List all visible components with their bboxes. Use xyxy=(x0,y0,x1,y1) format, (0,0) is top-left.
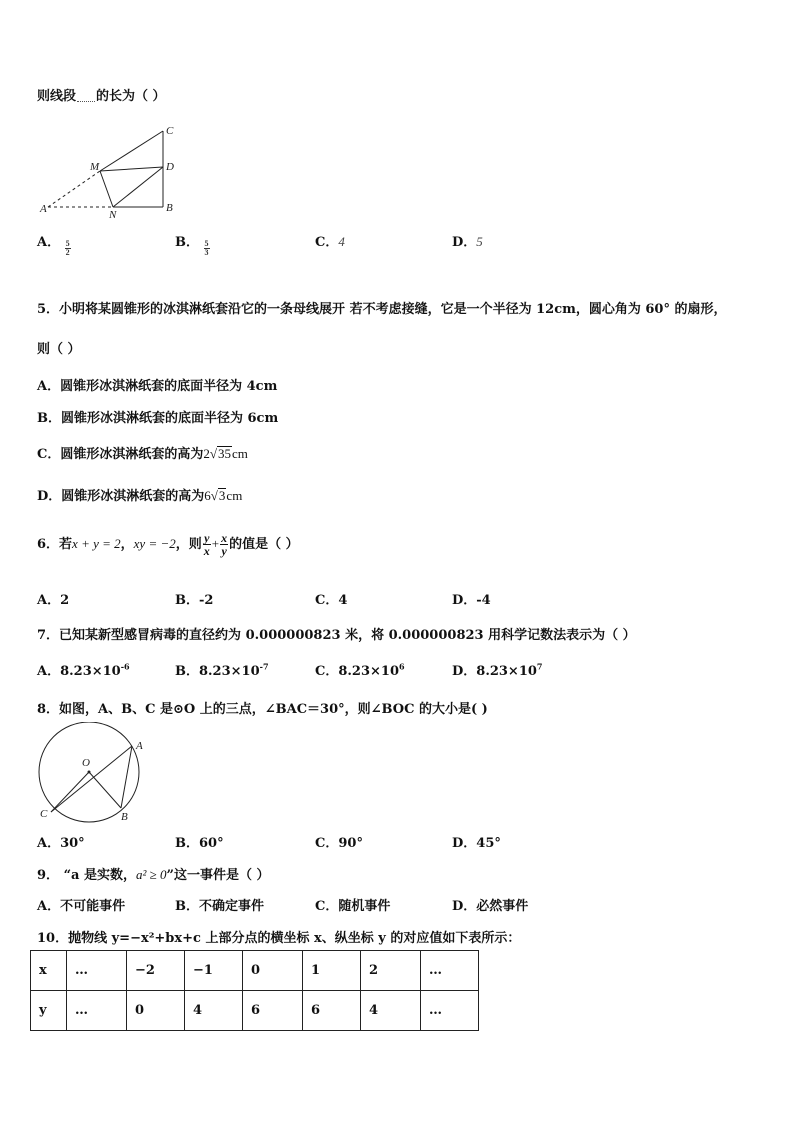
label-m: M xyxy=(90,161,100,173)
label-o: O xyxy=(82,757,90,769)
table-cell: 6 xyxy=(243,991,303,1031)
q9-option-b: B．不确定事件 xyxy=(175,899,264,914)
q10-stem: 10．抛物线 y=−x²+bx+c 上部分点的横坐标 x、纵坐标 y 的对应值如下表所示： xyxy=(37,931,521,946)
q6-option-d: D．-4 xyxy=(452,593,491,608)
q5-option-d: D．圆锥形冰淇淋纸套的高为6√3cm xyxy=(37,488,243,504)
label-c: C xyxy=(166,125,174,137)
table-cell: 6 xyxy=(303,991,361,1031)
q4-stem: 则线段 的长为（ ） xyxy=(37,89,166,104)
q4-option-a-fraction: $\frac{5}{2}$ xyxy=(65,239,70,257)
label-c: C xyxy=(40,808,48,820)
q4-option-a: A． $\frac{5}{2}$ xyxy=(37,235,70,257)
table-cell: … xyxy=(421,991,479,1031)
q7-option-d: D．$8.23\times 10^7$ xyxy=(452,661,543,679)
q4-option-c: C．4 xyxy=(315,234,345,250)
q8-option-b: B．60° xyxy=(175,836,224,851)
table-cell: 0 xyxy=(127,991,185,1031)
q4-geometry-figure xyxy=(38,122,188,222)
table-cell: 1 xyxy=(303,951,361,991)
label-b: B xyxy=(166,202,173,214)
table-cell: y xyxy=(31,991,67,1031)
q9-option-c: C．随机事件 xyxy=(315,899,391,914)
label-d: D xyxy=(166,161,174,173)
q8-circle-figure xyxy=(34,722,154,826)
q7-stem: 7．已知某新型感冒病毒的直径约为 0.000000823 米，将 0.000000823 用科学记数法表示为（ ） xyxy=(37,628,636,643)
label-a: A xyxy=(40,203,47,215)
segment-am xyxy=(48,171,100,207)
q6-option-a: A．2 xyxy=(37,593,70,608)
q7-option-b: B．$8.23\times 10^{-7}$ xyxy=(175,661,269,679)
q5-option-b: B．圆锥形冰淇淋纸套的底面半径为 6cm xyxy=(37,411,279,426)
chord-ab xyxy=(121,746,132,808)
q5-stem-line2: 则（ ） xyxy=(37,342,81,357)
radius-ob xyxy=(89,772,121,808)
table-cell: 4 xyxy=(361,991,421,1031)
table-cell: x xyxy=(31,951,67,991)
segment-md xyxy=(100,167,163,171)
q4-option-b: B． $\frac{5}{3}$ xyxy=(175,235,209,257)
segment-nd xyxy=(113,167,163,207)
q9-option-a: A．不可能事件 xyxy=(37,899,126,914)
placeholder-boxes xyxy=(77,92,95,102)
q4-option-d: D．5 xyxy=(452,234,483,250)
table-cell: 0 xyxy=(243,951,303,991)
q6-fraction-x-over-y: $\frac{x}{y}$ xyxy=(221,531,228,558)
q5-option-c: C．圆锥形冰淇淋纸套的高为2√35cm xyxy=(37,446,248,462)
radius-oc xyxy=(51,772,89,812)
center-dot xyxy=(88,771,91,774)
table-cell: … xyxy=(67,991,127,1031)
label-b: B xyxy=(121,811,128,823)
q7-option-c: C．$8.23\times 10^6$ xyxy=(315,661,405,679)
table-cell: 4 xyxy=(185,991,243,1031)
segment-mc xyxy=(100,131,163,171)
q5-stem-line1: 5．小明将某圆锥形的冰淇淋纸套沿它的一条母线展开 若不考虑接缝，它是一个半径为 12cm，圆心角为 60° 的扇形， xyxy=(37,302,727,317)
q9-option-d: D．必然事件 xyxy=(452,899,529,914)
q4-option-b-fraction: $\frac{5}{3}$ xyxy=(204,239,209,257)
q8-option-a: A．30° xyxy=(37,836,85,851)
table-cell: … xyxy=(67,951,127,991)
table-cell: 2 xyxy=(361,951,421,991)
label-n: N xyxy=(109,209,117,221)
q8-option-c: C．90° xyxy=(315,836,363,851)
chord-ac xyxy=(51,746,132,812)
q5-option-a: A．圆锥形冰淇淋纸套的底面半径为 4cm xyxy=(37,379,278,394)
q10-value-table xyxy=(30,950,479,1031)
label-a: A xyxy=(136,740,143,752)
q8-option-d: D．45° xyxy=(452,836,501,851)
q6-option-c: C．4 xyxy=(315,593,348,608)
q6-fraction-y-over-x: $\frac{y}{x}$ xyxy=(203,531,210,558)
q8-stem: 8．如图，A、B、C 是⊙O 上的三点，∠BAC＝30°，则∠BOC 的大小是( ) xyxy=(37,702,488,717)
table-row xyxy=(31,991,479,1031)
table-cell: … xyxy=(421,951,479,991)
table-row xyxy=(31,951,479,991)
q9-stem: 9． “a 是实数，a² ≥ 0”这一事件是（ ） xyxy=(37,867,270,883)
segment-mn xyxy=(100,171,113,207)
table-cell: −2 xyxy=(127,951,185,991)
q7-option-a: A．$8.23\times 10^{-6}$ xyxy=(37,661,130,679)
q6-stem: 6．若x + y = 2，xy = −2，则 $\frac{y}{x}$ + $\frac{x}{y}$ 的值是（ ） xyxy=(37,531,299,558)
table-cell: −1 xyxy=(185,951,243,991)
q6-option-b: B．-2 xyxy=(175,593,214,608)
